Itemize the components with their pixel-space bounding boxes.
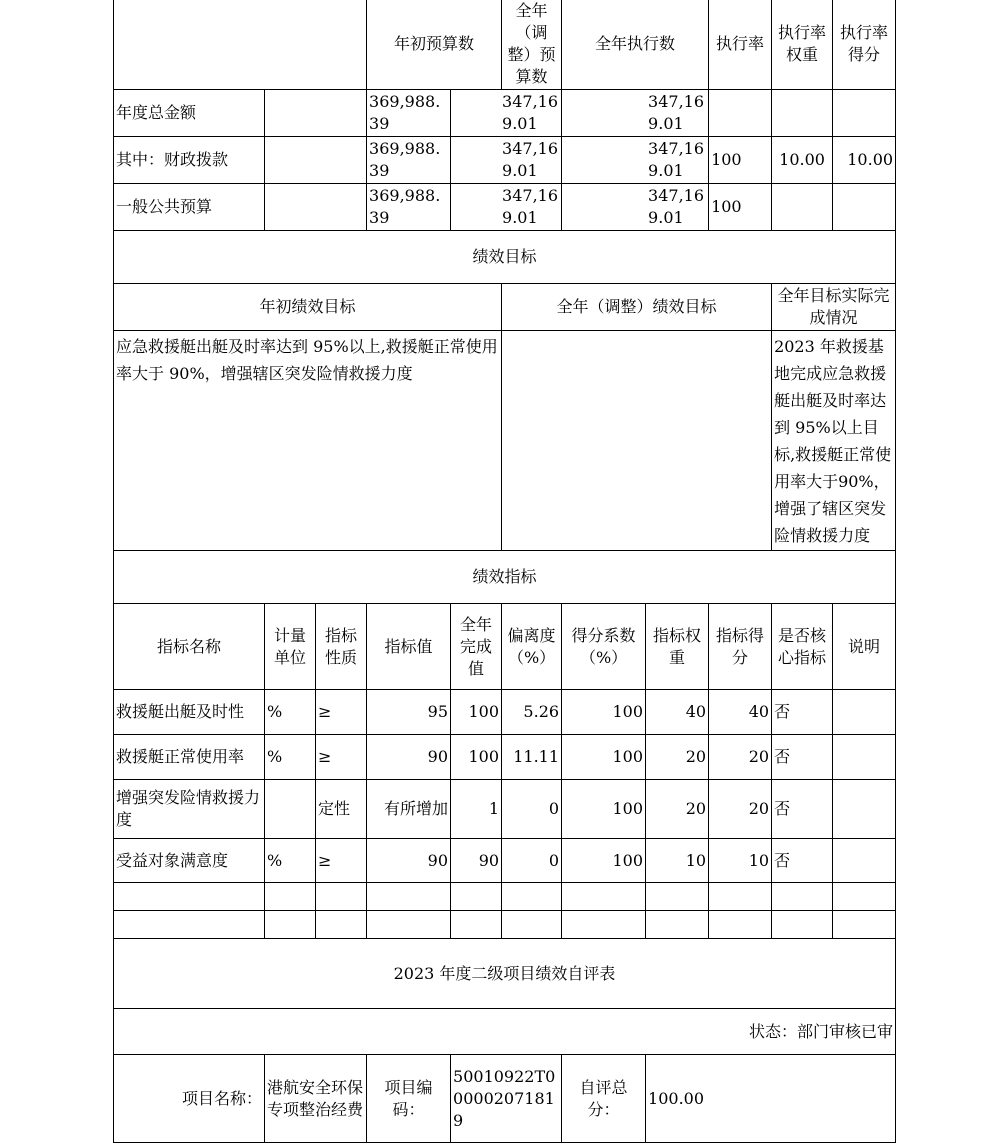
budget-row-initial: 369,988.39 bbox=[367, 184, 451, 231]
budget-row bbox=[114, 90, 896, 137]
ind-header-value: 指标值 bbox=[367, 604, 451, 690]
ind-value: 90 bbox=[367, 839, 451, 883]
ind-deviation: 11.11 bbox=[502, 735, 562, 780]
ind-name: 增强突发险情救援力度 bbox=[114, 780, 265, 839]
indicators-section-title: 绩效指标 bbox=[114, 551, 896, 604]
budget-row-executed: 347,169.01 bbox=[562, 90, 709, 137]
ind-value: 有所增加 bbox=[367, 780, 451, 839]
ind-completion: 90 bbox=[451, 839, 502, 883]
budget-header-executed: 全年执行数 bbox=[562, 0, 709, 90]
budget-row-rate bbox=[709, 90, 772, 137]
ind-header-score: 指标得分 bbox=[709, 604, 772, 690]
next-form-status-row bbox=[114, 1009, 896, 1055]
indicator-row bbox=[114, 735, 896, 780]
ind-name: 救援艇出艇及时性 bbox=[114, 690, 265, 735]
ind-header-unit: 计量单位 bbox=[265, 604, 316, 690]
project-name-label: 项目名称： bbox=[114, 1055, 265, 1143]
budget-row-score bbox=[833, 90, 896, 137]
next-form-project-row bbox=[114, 1055, 896, 1143]
ind-completion: 100 bbox=[451, 690, 502, 735]
budget-row-score: 10.00 bbox=[833, 137, 896, 184]
budget-row bbox=[114, 184, 896, 231]
budget-header-adjusted: 全年（调整）预算数 bbox=[502, 0, 562, 90]
goals-header-adjusted: 全年（调整）绩效目标 bbox=[502, 284, 772, 331]
budget-header-row bbox=[114, 0, 896, 90]
project-code-label: 项目编码： bbox=[367, 1055, 451, 1143]
ind-core: 否 bbox=[772, 780, 833, 839]
ind-core: 否 bbox=[772, 690, 833, 735]
ind-note bbox=[833, 690, 896, 735]
indicator-row-empty bbox=[114, 883, 896, 911]
total-score-label: 自评总分： bbox=[562, 1055, 646, 1143]
indicator-row bbox=[114, 780, 896, 839]
ind-core: 否 bbox=[772, 735, 833, 780]
indicator-row bbox=[114, 690, 896, 735]
budget-row-executed: 347,169.01 bbox=[562, 184, 709, 231]
ind-header-note: 说明 bbox=[833, 604, 896, 690]
goals-initial-text: 应急救援艇出艇及时率达到 95%以上,救援艇正常使用率大于 90%，增强辖区突发险情救援力度 bbox=[114, 331, 502, 551]
budget-row-rate: 100 bbox=[709, 184, 772, 231]
ind-unit: % bbox=[265, 839, 316, 883]
budget-row-rate: 100 bbox=[709, 137, 772, 184]
budget-row-adjusted: 347,169.01 bbox=[451, 184, 562, 231]
ind-unit bbox=[265, 780, 316, 839]
ind-header-nature: 指标性质 bbox=[316, 604, 367, 690]
budget-row-label: 年度总金额 bbox=[114, 90, 265, 137]
goals-adjusted-text bbox=[502, 331, 772, 551]
indicators-section-row bbox=[114, 551, 896, 604]
ind-coef: 100 bbox=[562, 690, 646, 735]
ind-deviation: 0 bbox=[502, 839, 562, 883]
budget-header-score: 执行率得分 bbox=[833, 0, 896, 90]
goals-header-initial: 年初绩效目标 bbox=[114, 284, 502, 331]
budget-row-executed: 347,169.01 bbox=[562, 137, 709, 184]
indicator-row bbox=[114, 839, 896, 883]
ind-nature: ≥ bbox=[316, 839, 367, 883]
ind-note bbox=[833, 780, 896, 839]
performance-table bbox=[113, 0, 896, 1143]
budget-header-weight: 执行率权重 bbox=[772, 0, 833, 90]
budget-row bbox=[114, 137, 896, 184]
ind-note bbox=[833, 839, 896, 883]
budget-row-label: 一般公共预算 bbox=[114, 184, 265, 231]
ind-weight: 10 bbox=[646, 839, 709, 883]
ind-name: 受益对象满意度 bbox=[114, 839, 265, 883]
budget-row-weight bbox=[772, 184, 833, 231]
budget-header-blank bbox=[114, 0, 367, 90]
goals-section-row bbox=[114, 231, 896, 284]
goals-actual-text: 2023 年救援基地完成应急救援艇出艇及时率达到 95%以上目标,救援艇正常使用率大于90%，增强了辖区突发险情救援力度 bbox=[772, 331, 896, 551]
ind-score: 40 bbox=[709, 690, 772, 735]
next-form-status: 状态：部门审核已审 bbox=[114, 1009, 896, 1055]
goals-header-actual: 全年目标实际完成情况 bbox=[772, 284, 896, 331]
budget-row-weight: 10.00 bbox=[772, 137, 833, 184]
project-name: 港航安全环保专项整治经费 bbox=[265, 1055, 367, 1143]
ind-value: 90 bbox=[367, 735, 451, 780]
goals-header-row bbox=[114, 284, 896, 331]
ind-coef: 100 bbox=[562, 839, 646, 883]
next-form-title-row bbox=[114, 939, 896, 1009]
budget-row-initial: 369,988.39 bbox=[367, 90, 451, 137]
ind-coef: 100 bbox=[562, 735, 646, 780]
budget-row-score bbox=[833, 184, 896, 231]
budget-header-rate: 执行率 bbox=[709, 0, 772, 90]
budget-row-adjusted: 347,169.01 bbox=[451, 137, 562, 184]
ind-weight: 20 bbox=[646, 780, 709, 839]
budget-row-weight bbox=[772, 90, 833, 137]
ind-core: 否 bbox=[772, 839, 833, 883]
ind-name: 救援艇正常使用率 bbox=[114, 735, 265, 780]
ind-header-coef: 得分系数（%） bbox=[562, 604, 646, 690]
ind-deviation: 5.26 bbox=[502, 690, 562, 735]
project-code: 50010922T000002071819 bbox=[451, 1055, 562, 1143]
total-score: 100.00 bbox=[646, 1055, 896, 1143]
indicator-row-empty bbox=[114, 911, 896, 939]
ind-nature: ≥ bbox=[316, 735, 367, 780]
ind-completion: 100 bbox=[451, 735, 502, 780]
next-form-title: 2023 年度二级项目绩效自评表 bbox=[114, 939, 896, 1009]
ind-weight: 20 bbox=[646, 735, 709, 780]
ind-score: 20 bbox=[709, 735, 772, 780]
ind-unit: % bbox=[265, 690, 316, 735]
ind-header-name: 指标名称 bbox=[114, 604, 265, 690]
goals-section-title: 绩效目标 bbox=[114, 231, 896, 284]
ind-deviation: 0 bbox=[502, 780, 562, 839]
ind-coef: 100 bbox=[562, 780, 646, 839]
indicators-header-row bbox=[114, 604, 896, 690]
ind-header-deviation: 偏离度（%） bbox=[502, 604, 562, 690]
ind-nature: 定性 bbox=[316, 780, 367, 839]
budget-row-adjusted: 347,169.01 bbox=[451, 90, 562, 137]
ind-header-core: 是否核心指标 bbox=[772, 604, 833, 690]
ind-value: 95 bbox=[367, 690, 451, 735]
ind-completion: 1 bbox=[451, 780, 502, 839]
ind-weight: 40 bbox=[646, 690, 709, 735]
budget-header-initial: 年初预算数 bbox=[367, 0, 502, 90]
ind-score: 10 bbox=[709, 839, 772, 883]
ind-header-completion: 全年完成值 bbox=[451, 604, 502, 690]
ind-nature: ≥ bbox=[316, 690, 367, 735]
budget-row-initial: 369,988.39 bbox=[367, 137, 451, 184]
ind-note bbox=[833, 735, 896, 780]
ind-unit: % bbox=[265, 735, 316, 780]
budget-row-label: 其中：财政拨款 bbox=[114, 137, 265, 184]
ind-score: 20 bbox=[709, 780, 772, 839]
ind-header-weight: 指标权重 bbox=[646, 604, 709, 690]
goals-content-row bbox=[114, 331, 896, 551]
